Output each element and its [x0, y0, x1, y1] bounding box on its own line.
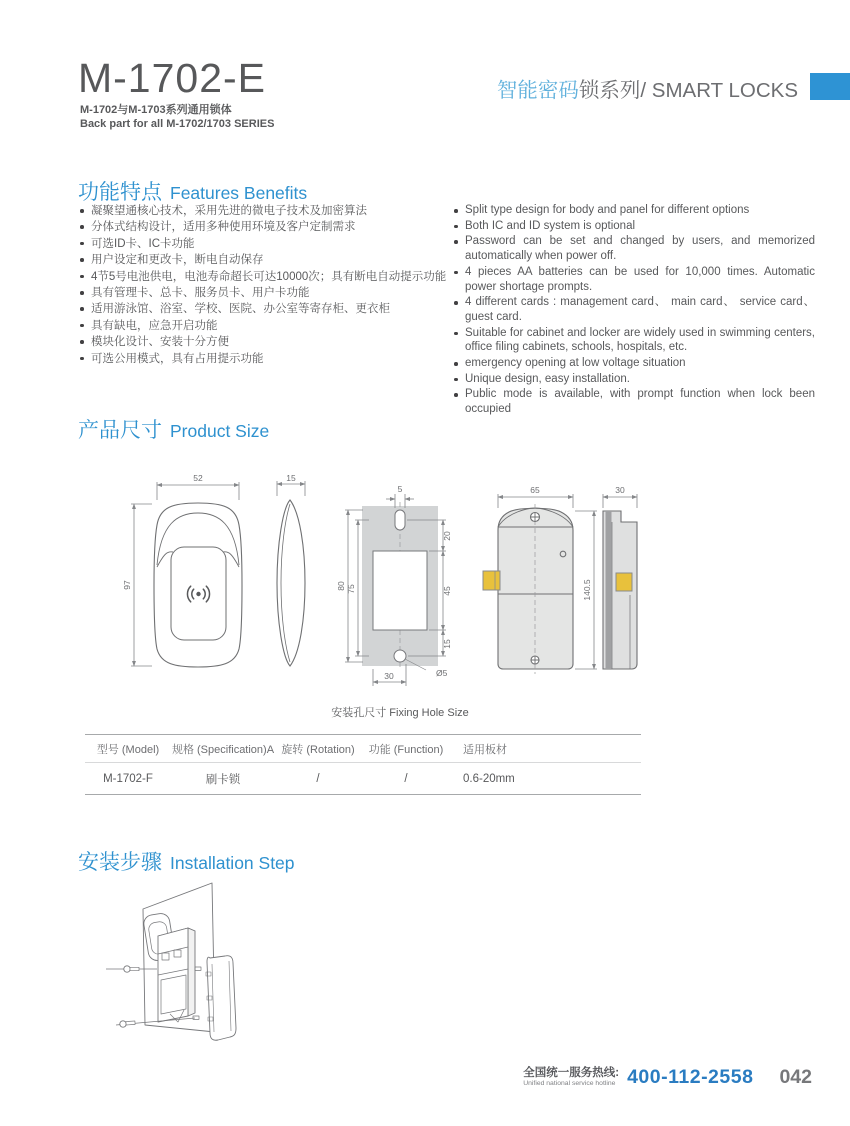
series-header-rest: 锁系列/	[578, 79, 647, 102]
feature-item-cn: 具有缺电，应急开启功能	[78, 318, 452, 334]
model-subtitle-cn: M-1702与M-1703系列通用锁体	[80, 104, 232, 116]
series-header	[497, 73, 798, 103]
model-subtitle-en: Back part for all M-1702/1703 SERIES	[80, 118, 275, 130]
fixing-hole-caption	[250, 704, 550, 720]
spec-table-header-cell: 型号 (Model)	[96, 743, 160, 756]
lock-body-box	[158, 928, 195, 1022]
feature-item-en: Suitable for cabinet and locker are widely used in swimming centers, office filing cabinets, schools, hospitals, etc.	[452, 326, 815, 355]
installation-title-cn: 安装步骤	[78, 851, 162, 874]
dim-body-width: 65	[530, 485, 540, 495]
spec-table-cell: 0.6-20mm	[463, 772, 515, 785]
feature-item-en: Unique design, easy installation.	[452, 372, 815, 387]
spec-table-cell: /	[316, 772, 320, 785]
feature-item-en: emergency opening at low voltage situation	[452, 356, 815, 371]
installation-title-en: Installation Step	[170, 853, 295, 873]
series-header-highlight: 智能密码	[496, 79, 579, 102]
feature-item-en: Split type design for body and panel for different options	[452, 203, 815, 218]
dim-body-height: 140.5	[582, 579, 592, 601]
fixing-hole-caption-cn: 安装孔尺寸	[331, 707, 387, 719]
spec-table	[85, 734, 641, 795]
spec-table-cell: /	[404, 772, 408, 785]
feature-item-en: Public mode is available, with prompt function when lock been occupied	[452, 387, 815, 416]
side-view-dimensions	[277, 481, 305, 496]
fixing-hole-drawing	[362, 502, 438, 670]
dim-bottom-offset: 15	[442, 639, 452, 649]
page-number: 042	[779, 1066, 812, 1088]
dim-hole-span-centers: 75	[346, 584, 356, 594]
feature-item-cn: 可选公用模式，具有占用提示功能	[78, 351, 452, 367]
screw-icon	[531, 513, 540, 522]
spec-table-cell: 刷卡锁	[205, 773, 241, 786]
installation-section-title	[78, 846, 295, 876]
hotline-number: 400-112-2558	[627, 1066, 754, 1088]
feature-item-cn: 模块化设计、安装十分方便	[78, 334, 452, 350]
dim-front-height: 97	[122, 580, 132, 590]
feature-item-cn: 适用游泳馆、浴室、学校、医院、办公室等寄存柜、更衣柜	[78, 301, 452, 317]
spec-table-header-cell: 旋转 (Rotation)	[281, 743, 355, 756]
series-header-en: SMART LOCKS	[646, 79, 798, 102]
hotline-labels	[523, 1067, 619, 1088]
product-size-section-title	[78, 414, 269, 444]
latch-bolt-side	[616, 573, 632, 591]
hotline-label-cn: 全国统一服务热线:	[523, 1067, 620, 1080]
dim-hole-span-outer: 80	[336, 581, 346, 591]
feature-item-en: Password can be set and changed by users, and memorized automatically when power off.	[452, 234, 815, 263]
feature-item-cn: 分体式结构设计，适用多种使用环境及客户定制需求	[78, 219, 452, 235]
lock-body-side-drawing	[603, 511, 637, 669]
back-cover-piece	[206, 956, 236, 1041]
lock-body-side-dimensions	[603, 494, 637, 508]
product-size-drawings	[105, 468, 650, 708]
dim-cutout-height: 45	[442, 586, 452, 596]
spec-table-header-cell: 功能 (Function)	[368, 743, 444, 756]
product-size-title-en: Product Size	[170, 421, 270, 441]
front-view-drawing	[154, 503, 242, 667]
lock-body-front-drawing	[483, 504, 573, 674]
dim-bottom-width: 30	[384, 671, 394, 681]
spec-table-header-row	[85, 735, 641, 763]
feature-item-cn: 用户设定和更改卡，断电自动保存	[78, 252, 452, 268]
feature-item-cn: 4节5号电池供电，电池寿命超长可达10000次；具有断电自动提示功能	[78, 269, 452, 285]
feature-item-en: Both IC and ID system is optional	[452, 219, 815, 234]
spec-table-header-cell: 适用板材	[463, 743, 507, 756]
feature-item-cn: 具有管理卡、总卡、服务员卡、用户卡功能	[78, 285, 452, 301]
feature-item-cn: 凝聚望通核心技术，采用先进的微电子技术及加密算法	[78, 203, 452, 219]
side-view-drawing	[277, 500, 305, 666]
screw-icon	[531, 656, 539, 664]
spec-table-data-row	[85, 763, 641, 794]
fixing-hole-caption-en: Fixing Hole Size	[389, 707, 469, 719]
hotline-label-en: Unified national service hotline	[523, 1079, 616, 1087]
spec-table-header-cell: 规格 (Specification)A	[171, 743, 275, 756]
features-list-en	[452, 203, 815, 418]
spec-table-cell: M-1702-F	[103, 772, 153, 785]
accent-square	[810, 73, 850, 100]
latch-bolt	[483, 571, 500, 590]
features-title-cn: 功能特点	[78, 181, 162, 204]
dim-front-width: 52	[193, 473, 203, 483]
features-list-cn	[78, 203, 452, 418]
installation-diagram	[100, 876, 350, 1056]
features-section-title	[78, 176, 307, 206]
feature-item-en: 4 pieces AA batteries can be used for 10,000 times. Automatic power shortage prompts.	[452, 265, 815, 294]
page-title: M-1702-E	[78, 55, 267, 101]
dim-hole-diameter: Ø5	[436, 668, 448, 678]
product-size-title-cn: 产品尺寸	[78, 419, 162, 442]
feature-item-cn: 可选ID卡、IC卡功能	[78, 236, 452, 252]
dim-panel-thickness: 15	[286, 473, 296, 483]
feature-item-en: 4 different cards : management card、 main card、 service card、 guest card.	[452, 295, 815, 324]
features-columns	[78, 203, 815, 418]
dim-slot-width: 5	[397, 484, 403, 494]
dim-body-thickness: 30	[615, 485, 625, 495]
dim-top-offset: 20	[442, 531, 452, 541]
footer	[523, 1066, 812, 1089]
features-title-en: Features Benefits	[170, 183, 308, 203]
